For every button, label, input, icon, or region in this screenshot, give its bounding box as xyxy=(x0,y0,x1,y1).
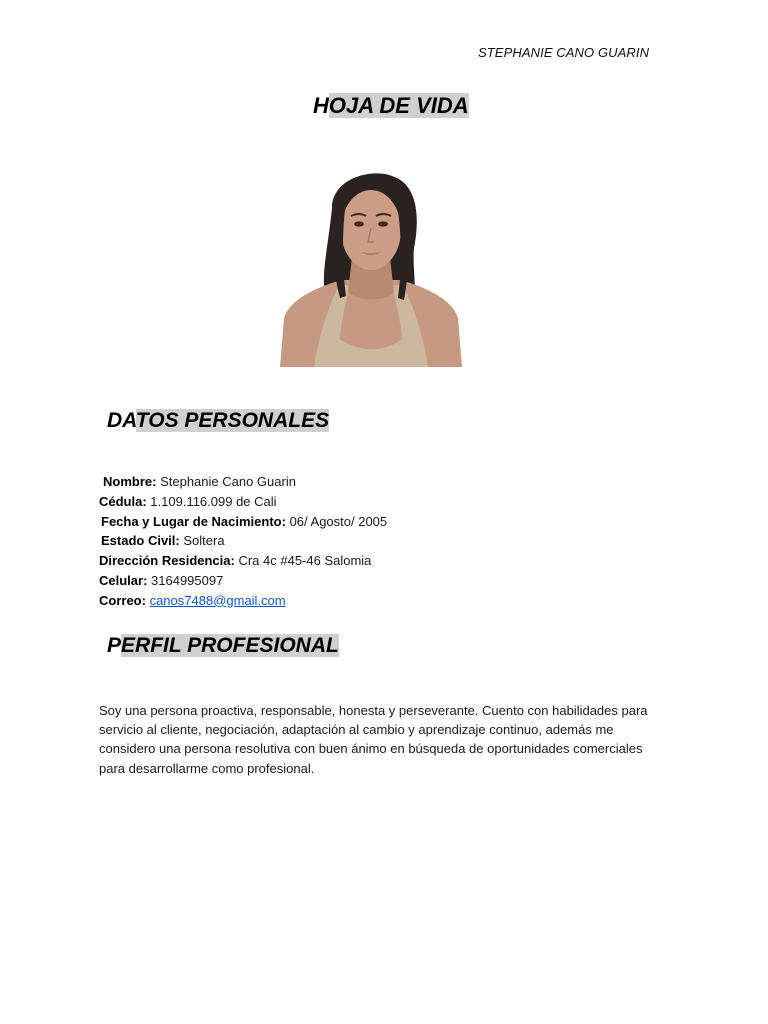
profile-paragraph: Soy una persona proactiva, responsable, honesta y perseverante. Cuento con habilidades para servicio al cliente, negociación, adaptación al cambio y aprendizaje continuo, además me considero una persona resolutiva con buen ánimo en búsqueda de oportunidades comerciales para desarrollarme como profesional. xyxy=(99,703,648,776)
document-title xyxy=(313,91,469,121)
field-value: 3164995097 xyxy=(151,572,224,588)
field-value: 1.109.116.099 de Cali xyxy=(150,493,277,509)
field-label: Dirección Residencia: xyxy=(99,553,235,569)
section-heading-perfil-first: P xyxy=(107,634,122,657)
email-link[interactable]: canos7488@gmail.com xyxy=(149,592,286,608)
section-heading-datos-personales xyxy=(107,407,329,435)
field-cedula xyxy=(99,492,659,512)
field-celular xyxy=(99,571,659,591)
field-label: Estado Civil: xyxy=(101,533,180,549)
field-label: Fecha y Lugar de Nacimiento: xyxy=(101,513,286,529)
section-heading-datos-highlighted: TOS PERSONALES xyxy=(135,409,330,432)
profile-photo xyxy=(280,168,462,367)
personal-data-list xyxy=(99,472,659,611)
field-label: Correo: xyxy=(99,592,146,608)
section-heading-perfil-highlighted: ERFIL PROFESIONAL xyxy=(121,634,339,657)
document-title-first-letter: H xyxy=(313,93,329,118)
field-estado-civil xyxy=(99,531,659,551)
header-name: STEPHANIE CANO GUARIN xyxy=(478,45,650,60)
field-direccion xyxy=(99,551,659,571)
field-value: Cra 4c #45-46 Salomia xyxy=(238,553,372,569)
field-value: Stephanie Cano Guarin xyxy=(160,474,296,489)
section-heading-perfil-profesional xyxy=(107,632,339,660)
field-label: Celular: xyxy=(99,572,148,588)
field-value: Soltera xyxy=(183,533,225,549)
field-nombre xyxy=(99,472,659,492)
field-fecha-nacimiento xyxy=(99,512,659,532)
field-label: Cédula: xyxy=(99,493,147,509)
document-title-highlighted: OJA DE VIDA xyxy=(328,93,469,118)
field-value: 06/ Agosto/ 2005 xyxy=(289,513,388,529)
field-correo xyxy=(99,591,659,611)
section-heading-datos-first: DA xyxy=(107,409,136,432)
field-label: Nombre: xyxy=(103,474,157,489)
